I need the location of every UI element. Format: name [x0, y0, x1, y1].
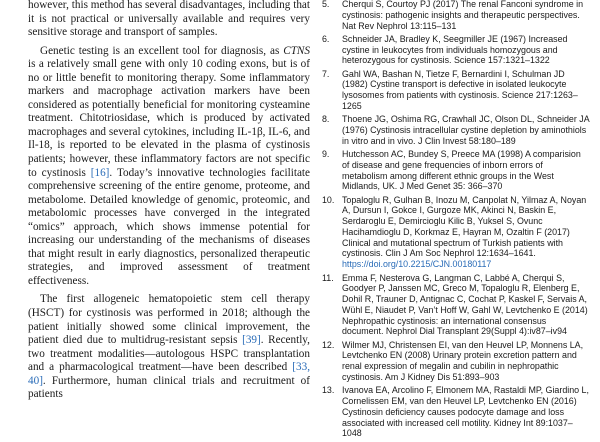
reference-number: 7. — [322, 68, 330, 79]
reference-citation: Thoene JG, Oshima RG, Crawhall JC, Olson DL, Schneider JA (1976) Cystinosis intracellular cystine depletion by aminothiols in vitro and in vivo. J Clin Invest 58:180–189 — [342, 114, 590, 146]
reference-text — [342, 149, 590, 192]
reference-number: 9. — [322, 149, 330, 160]
paragraph-2 — [28, 45, 310, 289]
reference-number: 5. — [322, 0, 330, 9]
paragraph-1 — [28, 0, 310, 40]
body-text-column — [28, 0, 310, 402]
reference-citation: Hutchesson AC, Bundey S, Preece MA (1998) A comparision of disease and gene frequencies of inborn errors of metabolism among different ethnic groups in the West Midlands, UK. J Med Genet 35: 366–370 — [342, 149, 581, 192]
paragraph-3 — [28, 293, 310, 401]
reference-number: 13. — [322, 385, 335, 396]
reference-citation: Gahl WA, Bashan N, Tietze F, Bernardini I, Schulman JD (1982) Cystine transport is defective in isolated leukocyte lysosomes from patients with cystinosis. Science 217:1263–1265 — [342, 68, 578, 111]
reference-number: 11. — [322, 272, 334, 283]
reference-citation: Cherqui S, Courtoy PJ (2017) The renal Fanconi syndrome in cystinosis: pathogenic insights and therapeutic perspectives. Nat Rev Nephrol 13:115–131 — [342, 0, 584, 31]
reference-item — [322, 149, 590, 192]
reference-item — [322, 0, 590, 31]
citation-link[interactable]: [39] — [242, 334, 261, 347]
paragraph-1-text: however, this method has several disadvantages, including that it is not practical or universally available and requires very sensitive storage and transport of samples. — [28, 0, 310, 39]
reference-item — [322, 34, 590, 66]
reference-citation: Topaloglu R, Gulhan B, Inozu M, Canpolat N, Yilmaz A, Noyan A, Dursun I, Gokce I, Gurgoze MK, Akinci N, Baskin E, Serdaroglu E, Demircioglu Kilic B, Yuksel S, Ovunc Hacihamdioglu D, Korkmaz E, Hayran M, Ozaltin F (2017) Clinical and mutational spectrum of Turkish patients with cystinosis. Clin J Am Soc Nephrol 12:1634–1641. — [342, 194, 587, 259]
reference-text — [342, 34, 590, 66]
reference-item — [322, 385, 590, 439]
reference-item — [322, 340, 590, 383]
reference-citation: Ivanova EA, Arcolino F, Elmonem MA, Rastaldi MP, Giardino L, Cornelissen EM, van den Heuvel LP, Levtchenko EN (2016) Cystinosin deficiency causes podocyte damage and loss associated with increased cell motility. Kidney Int 89:1037–1048 — [342, 385, 589, 439]
paragraph-3-text-c: . Furthermore, human clinical trials and recruitment of patients — [28, 374, 310, 401]
citation-link[interactable]: [33, 40] — [28, 361, 310, 387]
reference-number: 12. — [322, 339, 335, 350]
paragraph-3-text-a: The first allogeneic hematopoietic stem cell therapy (HSCT) for cystinosis was performed in 2018; although the patient initially showed some clinical improvement, the patient died due to multidrug-resistant sepsis — [28, 293, 310, 347]
reference-number: 10. — [322, 194, 335, 205]
paragraph-2-text-b: is a relatively small gene with only 10 coding exons, but is of no or little benefit to monitoring therapy. Some inflammatory markers and macrophage activation markers have been considered as potentially beneficial for monitoring cysteamine treatment. Chitotriosidase, which is produced by activated macrophages and several cytokines, including IL-1β, IL-6, and Il-18, is reported to be elevated in the plasma of cystinosis patients; however, these inflammatory factors are not specific to cystinosis — [28, 58, 310, 179]
reference-number: 6. — [322, 33, 330, 44]
reference-text — [342, 195, 590, 270]
reference-text — [342, 0, 590, 31]
reference-text — [342, 385, 590, 439]
paragraph-2-text-a: Genetic testing is an excellent tool for diagnosis, as — [40, 44, 284, 57]
reference-citation: Schneider JA, Bradley K, Seegmiller JE (1967) Increased cystine in leukocytes from individuals homozygous and heterozygous for cystinosis. Science 157:1321–1322 — [342, 33, 568, 66]
reference-text — [342, 69, 590, 112]
reference-item — [322, 114, 590, 146]
reference-list — [322, 0, 590, 442]
gene-name: CTNS — [283, 44, 310, 57]
citation-link[interactable]: [16] — [90, 166, 110, 179]
reference-citation: Emma F, Nesterova G, Langman C, Labbé A, Cherqui S, Goodyer P, Janssen MC, Greco M, Topaloglu R, Elenberg E, Dohil R, Trauner D, Antignac C, Cochat P, Kaskel F, Servais A, Wühl E, Niaudet P, Van’t Hoff W, Gahl W, Levtchenko E (2014) Nephropathic cystinosis: an international consensus document. Nephrol Dial Transplant 29(Suppl 4):iv87–iv94 — [342, 272, 588, 337]
reference-text — [342, 114, 590, 146]
reference-item — [322, 69, 590, 112]
doi-link[interactable]: https://doi.org/10.2215/CJN.00180117 — [342, 259, 492, 270]
paragraph-3-text-b: . Recently, two treatment modalities—autologous HSPC transplantation and a pharmacological treatment—have been described — [28, 334, 310, 374]
reference-text — [342, 273, 590, 338]
reference-citation: Wilmer MJ, Christensen EI, van den Heuvel LP, Monnens LA, Levtchenko EN (2008) Urinary protein excretion pattern and renal expression of megalin and cubilin in nephropathic cystinosis. Am J Kidney Dis 51:893–903 — [342, 339, 584, 382]
reference-item — [322, 273, 590, 338]
reference-item — [322, 195, 590, 270]
paragraph-2-text-c: . Today’s innovative technologies facilitate comprehensive screening of the entire genome, proteome, and metabolome. Detailed knowledge of genomic, proteomic, and metabolomic processes have converged in the integrated “omics” approach, which shows immense potential for increasing our understanding of the mechanisms of diseases that might result in early diagnostics, personalized therapeutic strategies, and improved assessment of treatment effectiveness. — [28, 166, 310, 287]
reference-text — [342, 340, 590, 383]
reference-number: 8. — [322, 114, 330, 125]
